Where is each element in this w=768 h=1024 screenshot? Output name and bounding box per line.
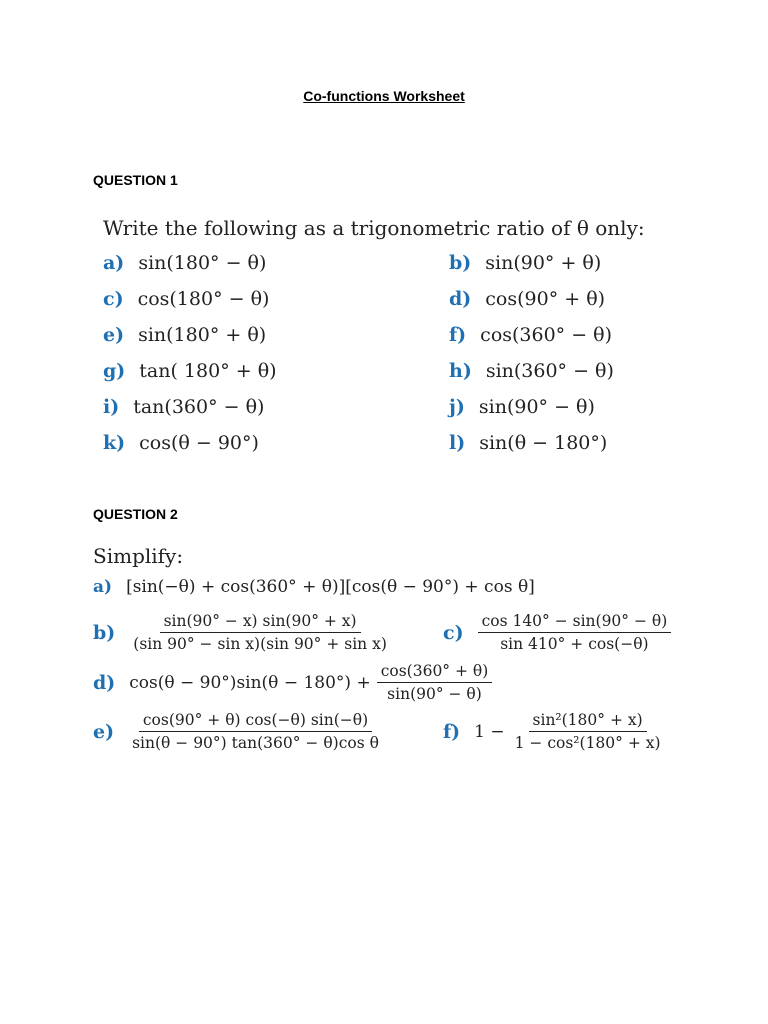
item-expression: cos(180° − θ) (137, 288, 270, 310)
item-expression: [sin(−θ) + cos(360° + θ)][cos(θ − 90°) + cos θ] (126, 577, 535, 597)
item-expression: sin(90° − θ) (478, 396, 595, 418)
item-expression: sin(360° − θ) (485, 360, 614, 382)
item-label: g) (103, 360, 126, 382)
question-1-instruction: Write the following as a trigonometric ratio of θ only: (103, 216, 645, 240)
q1-item-j (449, 396, 595, 418)
item-label: c) (443, 621, 464, 644)
q2-item-c (443, 612, 671, 653)
fraction-numerator: sin²(180° + x) (529, 711, 647, 732)
item-label: b) (93, 621, 116, 644)
item-label: e) (103, 324, 125, 346)
item-label: f) (449, 324, 467, 346)
item-expression: sin(90° + θ) (485, 252, 602, 274)
q1-item-e (103, 324, 266, 346)
q1-item-i (103, 396, 264, 418)
q1-item-c (103, 288, 269, 310)
fraction-denominator: sin 410° + cos(−θ) (500, 635, 649, 653)
fraction-numerator: cos(90° + θ) cos(−θ) sin(−θ) (139, 711, 372, 732)
q1-item-f (449, 324, 612, 346)
item-label: k) (103, 432, 126, 454)
item-label: h) (449, 360, 472, 382)
q1-item-g (103, 360, 277, 382)
fraction (128, 711, 383, 752)
fraction (129, 612, 391, 653)
item-label: c) (103, 288, 124, 310)
item-label: l) (449, 432, 466, 454)
item-expression: sin(θ − 180°) (479, 432, 608, 454)
q2-item-d (93, 662, 492, 703)
item-expression: sin(180° + θ) (138, 324, 267, 346)
fraction-denominator: 1 − cos²(180° + x) (514, 734, 661, 752)
item-expression: sin(180° − θ) (138, 252, 267, 274)
item-label: e) (93, 720, 115, 743)
q1-item-h (449, 360, 614, 382)
item-label: a) (93, 577, 113, 597)
item-expression: cos(90° + θ) (485, 288, 606, 310)
q1-item-a (103, 252, 266, 274)
item-expression: cos(θ − 90°) (139, 432, 259, 454)
fraction (511, 711, 665, 752)
item-label: f) (443, 720, 461, 743)
fraction-numerator: sin(90° − x) sin(90° + x) (160, 612, 361, 633)
fraction-numerator: cos(360° + θ) (377, 662, 493, 683)
item-label: d) (449, 288, 472, 310)
item-label: a) (103, 252, 125, 274)
question-2-instruction: Simplify: (93, 544, 184, 568)
fraction-numerator: cos 140° − sin(90° − θ) (478, 612, 672, 633)
q2-item-a (93, 577, 535, 597)
question-2-heading: QUESTION 2 (93, 506, 178, 522)
fraction-denominator: sin(90° − θ) (387, 685, 482, 703)
q1-item-b (449, 252, 601, 274)
fraction-denominator: sin(θ − 90°) tan(360° − θ)cos θ (132, 734, 379, 752)
fraction (377, 662, 493, 703)
item-label: b) (449, 252, 472, 274)
q2-item-f (443, 711, 665, 752)
expression-prefix: cos(θ − 90°)sin(θ − 180°) + (129, 672, 371, 693)
q1-item-d (449, 288, 605, 310)
item-expression: tan(360° − θ) (133, 396, 265, 418)
item-expression: cos(360° − θ) (480, 324, 613, 346)
item-expression: tan( 180° + θ) (139, 360, 277, 382)
page-title: Co-functions Worksheet (303, 88, 465, 104)
item-label: d) (93, 671, 116, 694)
q1-item-k (103, 432, 259, 454)
expression-prefix: 1 − (474, 721, 505, 742)
q2-item-e (93, 711, 383, 752)
question-1-heading: QUESTION 1 (93, 172, 178, 188)
q2-item-b (93, 612, 391, 653)
fraction (478, 612, 672, 653)
item-label: j) (449, 396, 465, 418)
fraction-denominator: (sin 90° − sin x)(sin 90° + sin x) (133, 635, 387, 653)
item-label: i) (103, 396, 120, 418)
q1-item-l (449, 432, 607, 454)
